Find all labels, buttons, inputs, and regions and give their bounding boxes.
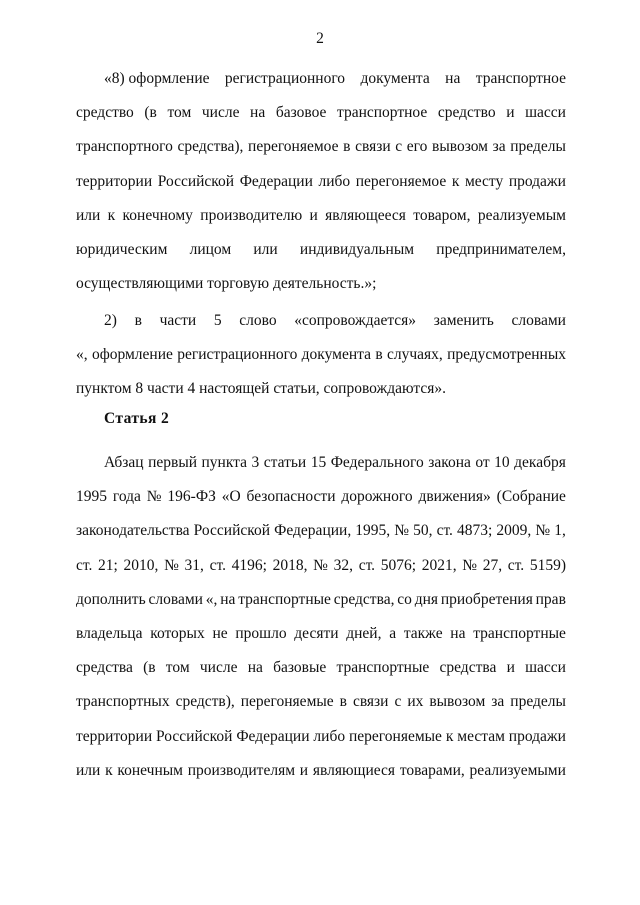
word: 32, [333,556,354,574]
word: Федерации, [274,522,352,540]
word: пунктом 8 части 4 настоящей статьи, сопровождаются». [76,380,446,398]
word: 4873; [457,522,493,540]
page-number: 2 [316,30,324,47]
word: к [107,206,116,224]
text-line [76,480,566,514]
word: являющееся [325,206,406,224]
paragraph-article-2 [76,446,566,788]
word: юридическим [76,240,168,258]
word: словами [511,312,566,329]
word: прав [535,590,566,608]
word: числе [199,659,238,677]
word: ст. [436,522,453,540]
word: 2018, [272,556,308,574]
text-line [76,62,566,96]
word: прошло [235,624,287,642]
text-line [76,199,566,233]
word: законодательства [76,522,190,540]
article-heading: Статья 2 [104,410,170,427]
word: на [445,70,461,87]
word: 10 [494,454,510,471]
word: 5076; [380,556,417,574]
word: ст. [76,556,93,574]
word: а [389,624,397,642]
word: на [450,624,466,642]
word: связи [352,693,389,711]
word: конечному [122,206,193,224]
word: транспортных [76,693,170,711]
word: и [506,659,515,677]
word: Российской [193,522,271,540]
word: от [475,454,490,471]
word: за [492,138,506,156]
word: 21; [98,556,118,574]
word: Абзац [104,454,144,471]
word: производителям [187,761,296,779]
word: либо [313,727,346,745]
text-line [76,338,566,372]
word: ст. [507,556,525,574]
word: «сопровождается» [294,312,417,329]
word: № [146,488,162,506]
word: ст. [209,556,226,574]
word: транспортные [336,659,430,677]
word: перегоняемые [349,727,442,745]
word: том [167,104,192,122]
word: Российской [157,172,235,190]
paragraph-item-2 [76,304,566,407]
word: транспортного [76,138,173,156]
word: месту [464,172,504,190]
word: транспортные [473,624,566,642]
word: документа [301,346,371,364]
word: связи [355,138,391,156]
word: или [253,240,278,258]
word: числе [201,104,240,122]
word: территории [76,172,153,190]
text-line [76,549,566,583]
word: (в [144,104,157,122]
word: предпринимателем, [436,240,566,258]
word: 1995, [355,522,391,540]
text-line [76,96,566,130]
word: дополнить [76,590,146,608]
word: части [159,312,197,329]
word: 2021, [421,556,457,574]
word: вывозом [432,138,488,156]
word: его [406,138,428,156]
word: за [491,693,505,711]
word: осуществляющими торговую деятельность.»; [76,275,377,293]
word: (в [143,659,156,677]
word: или [76,761,101,779]
word: которых [150,624,205,642]
word: десяти [294,624,339,642]
word: вывозом [429,693,486,711]
word: являющиеся [312,761,396,779]
word: средства, [333,590,395,608]
text-line [76,372,566,406]
word: или [76,206,101,224]
word: 2010, [123,556,159,574]
text-line [76,514,566,548]
word: 50, [413,522,433,540]
word: Федерального [330,454,424,471]
word: территории [76,727,153,745]
word: в [343,138,351,156]
word: пределы [510,138,566,156]
text-line [76,583,566,617]
word: том [165,659,190,677]
word: средств), [175,693,235,711]
word: «О [221,488,241,506]
word: транспортное [336,104,428,122]
word: № [535,522,551,540]
word: декабря [514,454,566,471]
word: индивидуальным [299,240,415,258]
word: регистрационного [177,346,298,364]
word: конечным [117,761,183,779]
word: «, [205,590,218,608]
word: товарами, [399,761,465,779]
word: 15 [310,454,327,471]
word: также [403,624,443,642]
word: безопасности [246,488,336,506]
word: в [134,312,142,329]
word: «8) оформление [104,70,210,87]
word: продажи [508,727,566,745]
word: Федерации [236,727,310,745]
word: средства), [177,138,244,156]
word: перегоняемое [355,172,447,190]
word: средства [439,659,497,677]
word: к [445,727,454,745]
text-line [76,165,566,199]
word: в [375,346,383,364]
word: ст. [358,556,376,574]
word: 3 [251,454,260,471]
word: и [506,104,515,122]
word: перегоняемое [248,138,339,156]
word: 4196; [231,556,267,574]
word: либо [318,172,351,190]
word: слово [239,312,277,329]
word: предусмотренных [447,346,566,364]
word: их [407,693,424,711]
word: к [451,172,460,190]
word: документа [360,70,430,87]
word: первый [148,454,198,471]
word: перегоняемые [240,693,334,711]
word: Федерации [239,172,313,190]
text-line [76,446,566,480]
word: заменить [433,312,494,329]
word: года [112,488,141,506]
word: № [462,556,478,574]
word: пункта [201,454,248,471]
word: средства [76,659,133,677]
word: товаром, [413,206,471,224]
word: дней, [346,624,382,642]
word: статьи [263,454,307,471]
word: пределы [510,693,566,711]
word: лицом [189,240,232,258]
word: 5 [213,312,222,329]
word: Российской [156,727,233,745]
word: случаях, [386,346,443,364]
word: продажи [508,172,566,190]
word: на [220,590,236,608]
word: 196-ФЗ [167,488,216,506]
word: дорожного [341,488,413,506]
word: на [247,659,263,677]
word: 1, [554,522,566,540]
word: словами [148,590,203,608]
word: 27, [482,556,503,574]
word: шасси [525,659,566,677]
word: с [394,693,402,711]
text-line [76,651,566,685]
text-line [76,233,566,267]
word: к [105,761,113,779]
word: 1995 [76,488,107,506]
text-line [76,754,566,788]
text-line [76,304,566,338]
word: производителю [200,206,303,224]
word: «, [76,346,88,364]
text-line [76,685,566,719]
word: в [339,693,347,711]
word: на [250,104,266,122]
word: транспортные [238,590,331,608]
word: 31, [184,556,204,574]
word: 2) [104,312,117,329]
word: средство [76,104,134,122]
word: реализуемым [477,206,566,224]
word: базовое [275,104,327,122]
word: № [394,522,410,540]
text-line [76,130,566,164]
word: 5159) [529,556,566,574]
word: № [313,556,328,574]
word: закона [428,454,471,471]
word: базовые [273,659,327,677]
word: шасси [525,104,566,122]
word: средство [437,104,496,122]
word: владельца [76,624,143,642]
word: не [212,624,228,642]
word: оформление [91,346,173,364]
text-line [76,267,566,301]
text-line [76,720,566,754]
text-line [76,617,566,651]
word: дня [414,590,439,608]
word: с [395,138,403,156]
word: 2009, [496,522,532,540]
word: регистрационного [224,70,346,87]
word: и [309,206,318,224]
word: реализуемыми [469,761,566,779]
paragraph-item-8 [76,62,566,301]
word: движения» [418,488,491,506]
word: и [299,761,309,779]
word: местам [457,727,505,745]
word: со [397,590,412,608]
word: приобретения [440,590,533,608]
word: № [164,556,179,574]
word: транспортное [475,70,566,87]
word: (Собрание [496,488,566,506]
